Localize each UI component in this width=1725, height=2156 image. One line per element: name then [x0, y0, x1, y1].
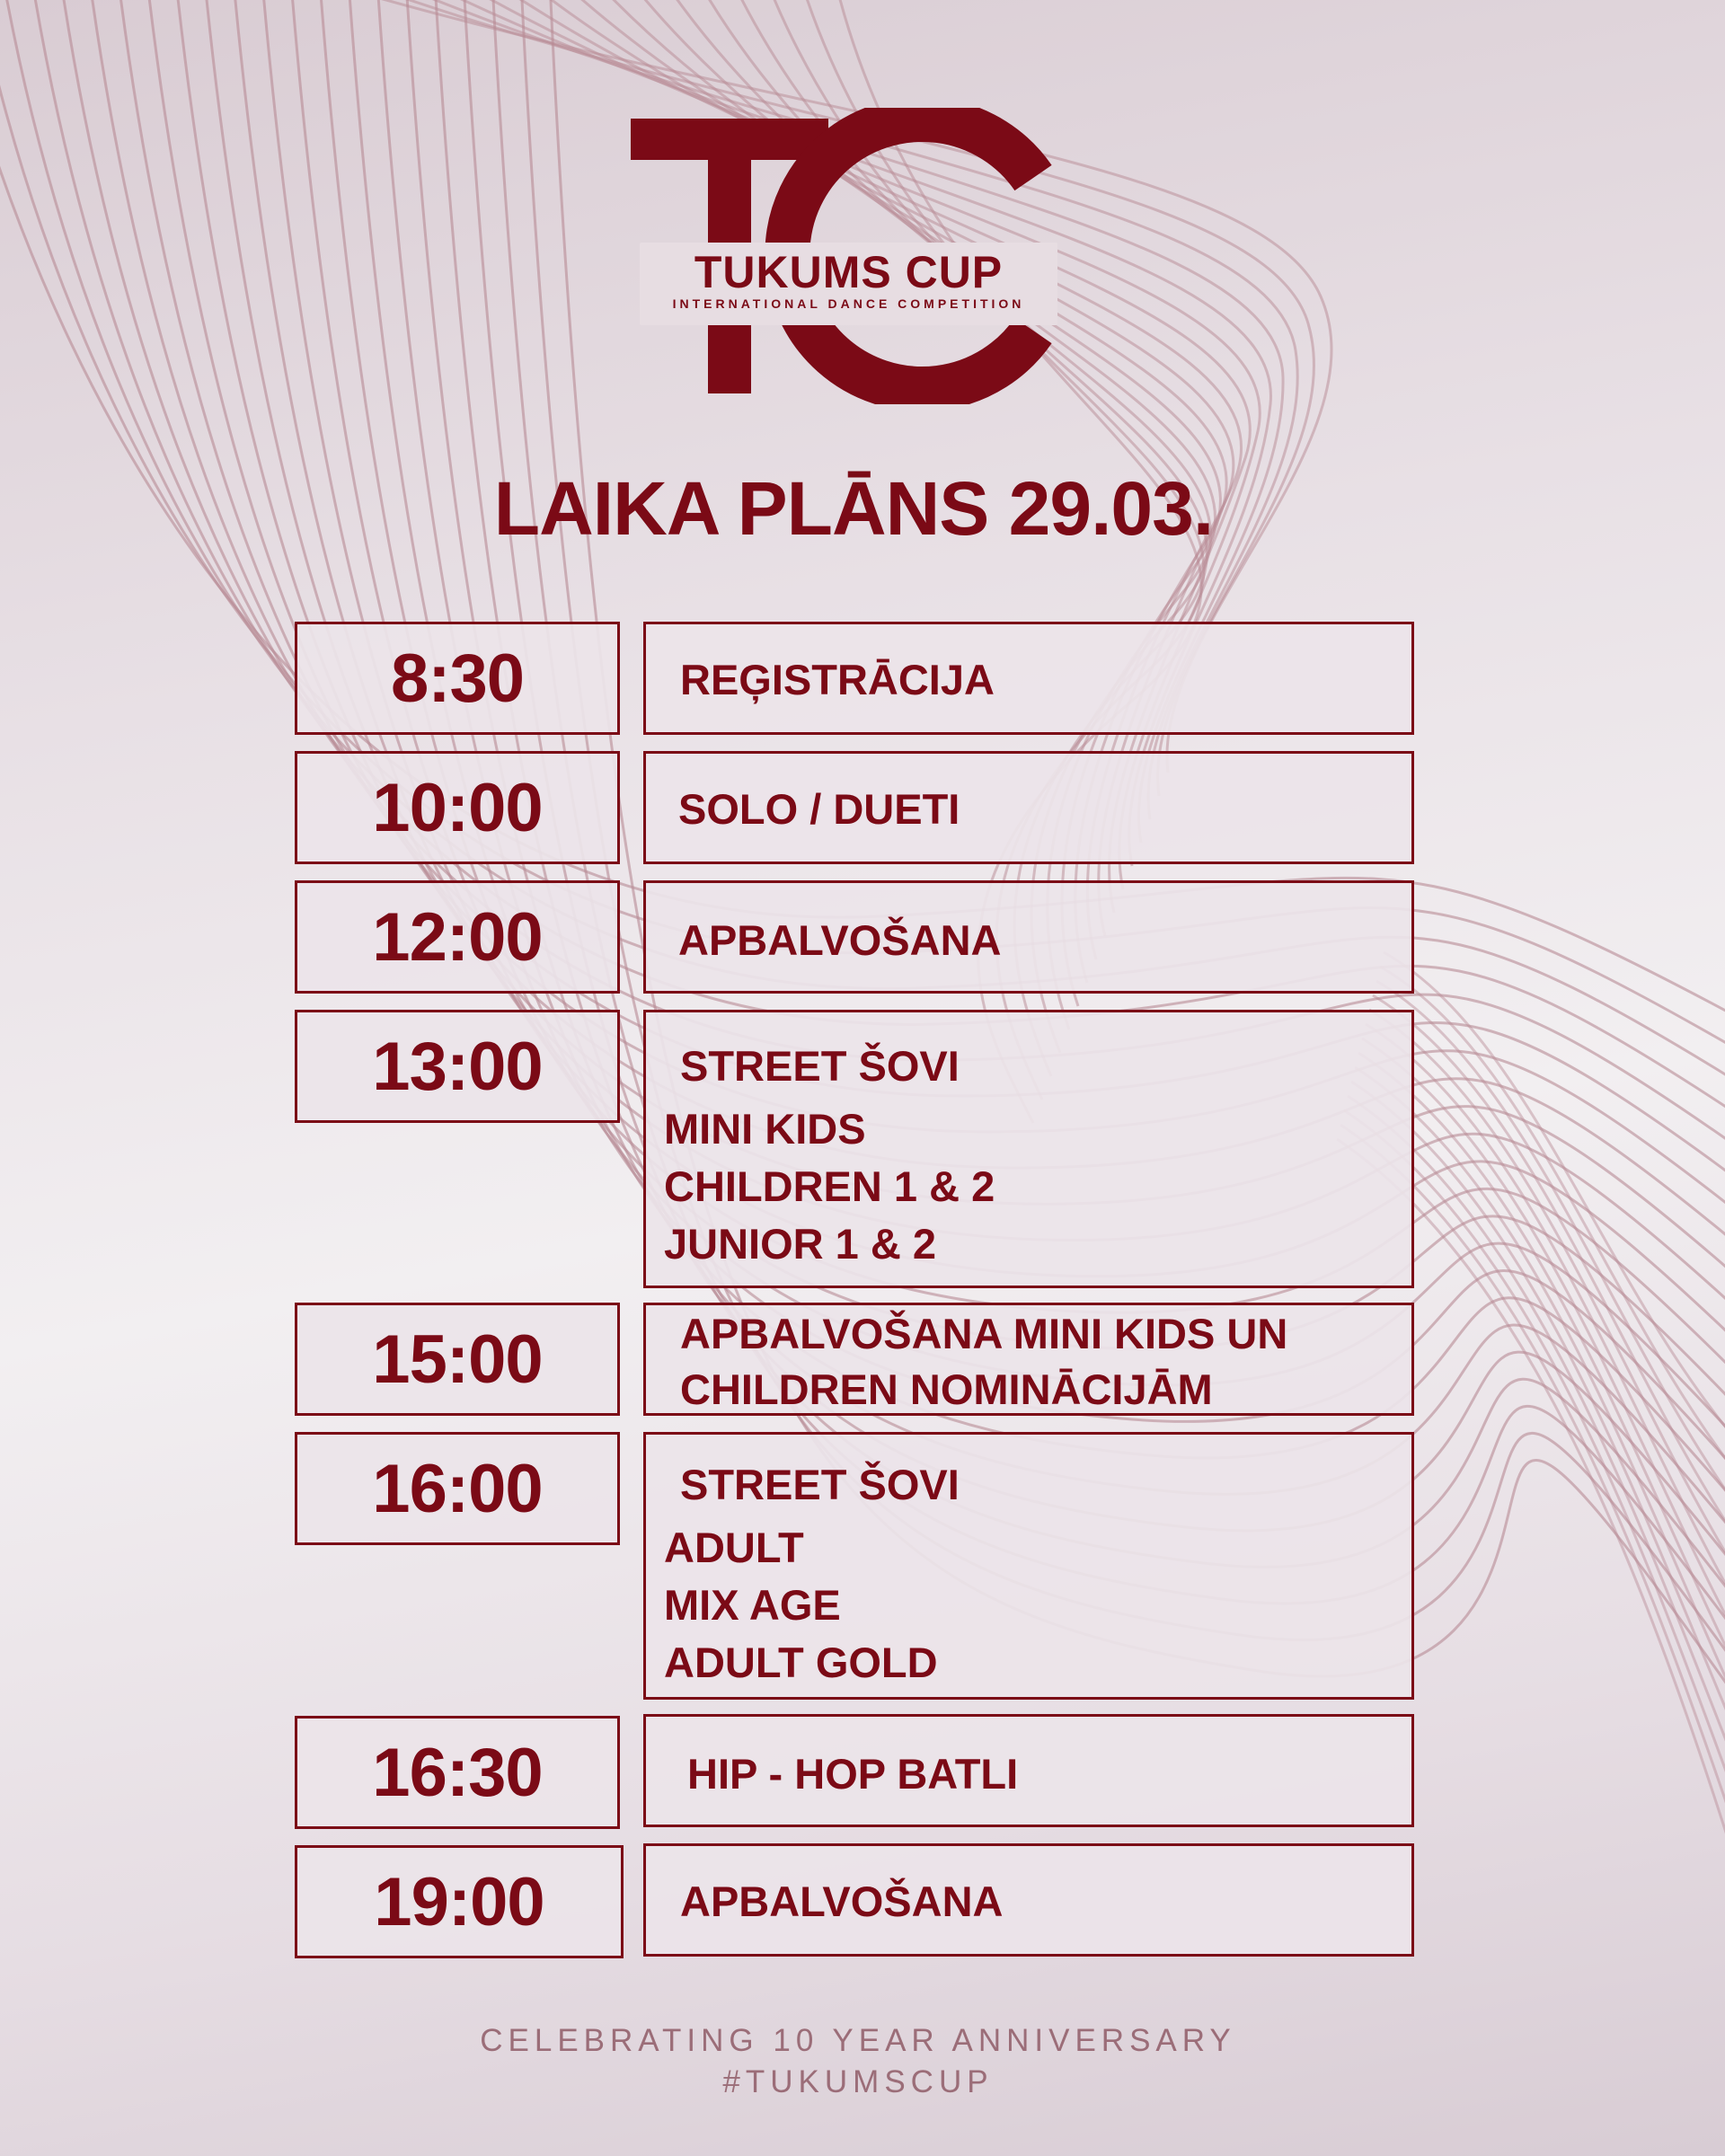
time-cell [295, 622, 620, 735]
time-cell [295, 1010, 620, 1123]
event-title: SOLO / DUETI [678, 785, 960, 833]
event-title-line2: CHILDREN NOMINĀCIJĀM [680, 1365, 1213, 1413]
event-title: HIP - HOP BATLI [687, 1750, 1019, 1798]
footer-hashtag: #TUKUMSCUP [722, 2064, 994, 2099]
brand-name: TUKUMS CUP [694, 247, 1004, 297]
tukums-cup-logo [620, 108, 1069, 404]
time-label: 19:00 [374, 1863, 544, 1940]
time-cell [295, 1432, 620, 1545]
time-cell [295, 751, 620, 864]
time-label: 13:00 [372, 1028, 543, 1105]
event-cell [643, 880, 1414, 994]
event-cell [643, 1010, 1414, 1288]
time-label: 16:30 [372, 1734, 543, 1811]
event-title: APBALVOŠANA [680, 1878, 1004, 1925]
time-cell [295, 1845, 624, 1958]
event-category: ADULT GOLD [664, 1639, 938, 1686]
event-cell [643, 751, 1414, 864]
event-cell [643, 1432, 1414, 1700]
event-title: STREET ŠOVI [680, 1461, 960, 1508]
page-title: LAIKA PLĀNS 29.03. [493, 466, 1214, 551]
time-label: 15:00 [372, 1321, 543, 1398]
event-category: ADULT [664, 1524, 804, 1571]
event-category: CHILDREN 1 & 2 [664, 1162, 995, 1210]
event-category: MIX AGE [664, 1581, 841, 1629]
footer-anniversary: CELEBRATING 10 YEAR ANNIVERSARY [480, 2023, 1236, 2058]
event-cell [643, 622, 1414, 735]
time-cell [295, 880, 620, 994]
time-label: 16:00 [372, 1450, 543, 1527]
event-category: JUNIOR 1 & 2 [664, 1220, 936, 1268]
time-cell [295, 1303, 620, 1416]
brand-subtitle: INTERNATIONAL DANCE COMPETITION [672, 296, 1025, 311]
event-cell [643, 1843, 1414, 1957]
time-cell [295, 1716, 620, 1829]
time-label: 8:30 [390, 640, 525, 717]
event-title: APBALVOŠANA MINI KIDS UN [680, 1310, 1288, 1357]
event-title: REĢISTRĀCIJA [680, 656, 995, 703]
event-cell [643, 1303, 1414, 1416]
event-cell [643, 1714, 1414, 1827]
event-title: APBALVOŠANA [678, 916, 1002, 964]
time-label: 12:00 [372, 898, 543, 976]
event-category: MINI KIDS [664, 1105, 866, 1153]
time-label: 10:00 [372, 769, 543, 846]
event-title: STREET ŠOVI [680, 1042, 960, 1090]
